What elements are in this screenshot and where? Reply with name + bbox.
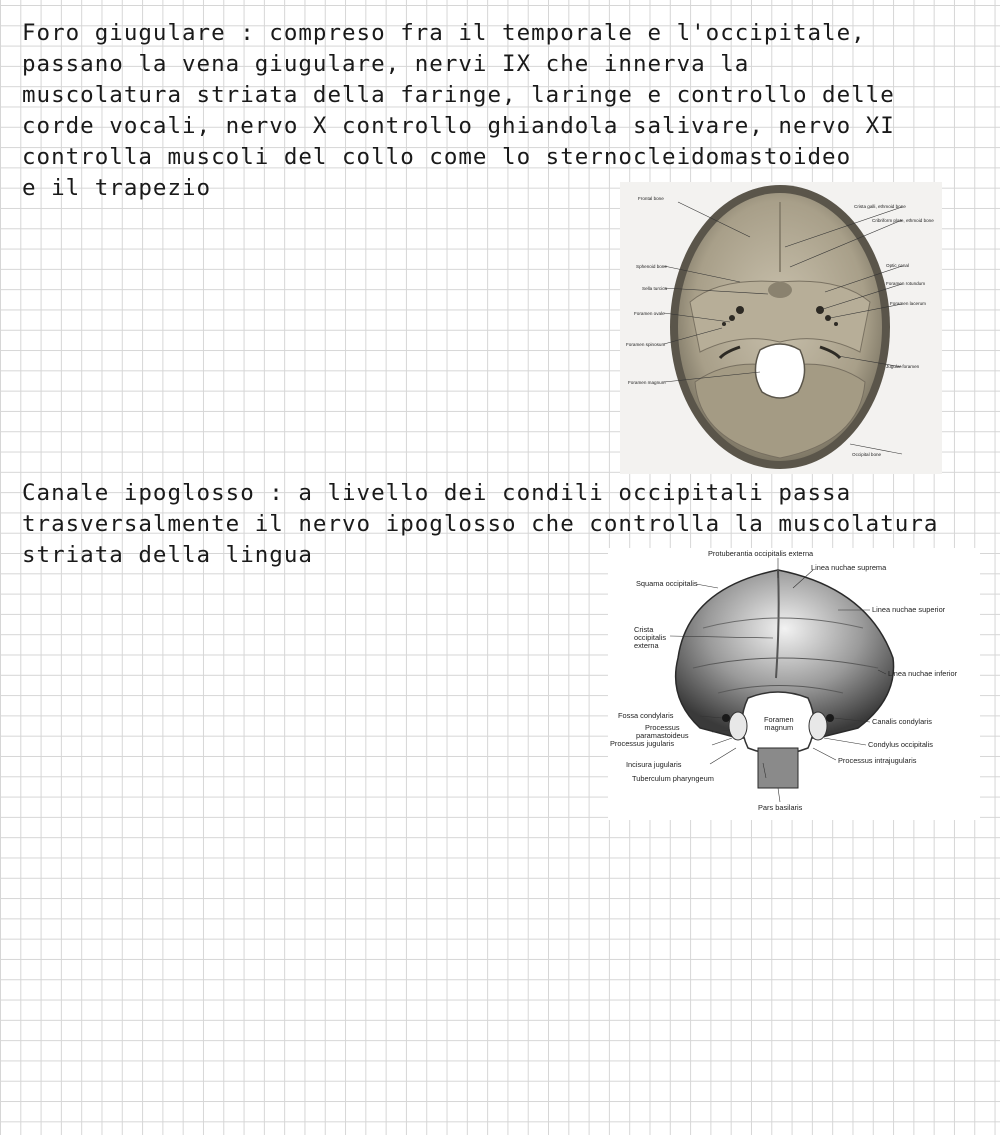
occipital-bone-figure [608,548,980,820]
note-line: striata della lingua [22,542,313,568]
label-pars-basilaris: Pars basilaris [758,803,803,812]
label-cribriform-plate: Cribriform plate, ethmoid bone [872,218,934,223]
label-foramen-magnum: Foramen magnum [764,715,794,732]
label-linea-nuchae-superior: Linea nuchae superior [872,605,946,614]
skull-base-illustration [620,182,942,474]
label-squama-occipitalis: Squama occipitalis [636,579,698,588]
label-linea-nuchae-inferior: Linea nuchae inferior [888,669,958,678]
label-jugular-foramen: Jugular foramen [886,364,920,369]
label-crista-galli: Crista galli, ethmoid bone [854,204,906,209]
note-line: corde vocali, nervo X controllo ghiandola salivare, nervo XI [22,113,895,139]
label-incisura-jugularis: Incisura jugularis [626,760,682,769]
note-jugular-foramen [22,18,895,204]
note-line: e il trapezio [22,175,212,201]
label-linea-nuchae-suprema: Linea nuchae suprema [811,563,887,572]
label-optic-canal: Optic canal [886,263,909,268]
label-tuberculum-pharyngeum: Tuberculum pharyngeum [632,774,714,783]
label-condylus-occipitalis: Condylus occipitalis [868,740,933,749]
note-line: trasversalmente il nervo ipoglosso che controlla la muscolatura [22,511,939,537]
label-occipital-bone: Occipital bone [852,452,882,457]
note-line: passano la vena giugulare, nervi IX che innerva la [22,51,750,77]
note-line: Foro giugulare : compreso fra il temporale e l'occipitale, [22,20,866,46]
label-sella-turcica: Sella turcica [642,286,668,291]
note-line: muscolatura striata della faringe, laringe e controllo delle [22,82,895,108]
label-foramen-lacerum: Foramen lacerum [890,301,926,306]
label-protuberantia: Protuberantia occipitalis externa [708,549,814,558]
label-crista-occipitalis-externa: Crista occipitalis externa [634,625,667,650]
label-sphenoid-bone: Sphenoid bone [636,264,667,269]
label-processus-intrajugularis: Processus intrajugularis [838,756,917,765]
label-foramen-spinosum: Foramen spinosum [626,342,666,347]
label-frontal-bone: Frontal bone [638,196,664,201]
note-line: controlla muscoli del collo come lo sternocleidomastoideo [22,144,852,170]
label-foramen-rotundum: Foramen rotundum [886,281,926,286]
label-fossa-condylaris: Fossa condylaris [618,711,674,720]
label-processus-paramastoideus: Processus paramastoideus [636,723,689,740]
label-foramen-ovale: Foramen ovale [634,311,665,316]
note-line: Canale ipoglosso : a livello dei condili occipitali passa [22,480,852,506]
label-foramen-magnum: Foramen magnum [628,380,666,385]
label-processus-jugularis: Processus jugularis [610,739,675,748]
label-canalis-condylaris: Canalis condylaris [872,717,932,726]
skull-base-superior-figure [620,182,942,474]
